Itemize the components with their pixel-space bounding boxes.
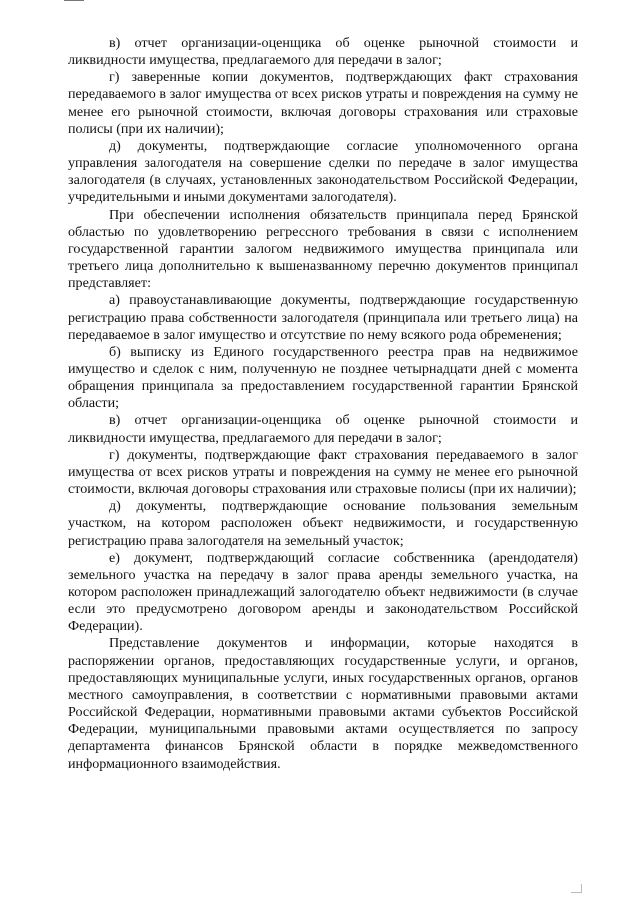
item-v-appraisal-report-2: в) отчет организации-оценщика об оценке рыночной стоимости и ликвидности имущества, предлагаемого для передачи в залог; — [68, 412, 578, 446]
document-body — [68, 35, 578, 773]
item-a-title-documents: а) правоустанавливающие документы, подтверждающие государственную регистрацию права собственности залогодателя (принципала или третьего лица) на передаваемое в залог имущество и отсутствие по нему всякого рода обременения; — [68, 292, 578, 343]
item-b-registry-extract: б) выписку из Единого государственного реестра прав на недвижимое имущество и сделок с ним, полученную не позднее четырнадцати дней с момента обращения принципала за предоставлением государственной гарантии Брянской области; — [68, 343, 578, 412]
item-e-land-owner-consent: е) документ, подтверждающий согласие собственника (арендодателя) земельного участка на передачу в залог права аренды земельного участка, на котором расположен принадлежащий залогодателю объект недвижимости (в случае если это предусмотрено договором аренды и законодательством Российской Федерации). — [68, 549, 578, 635]
item-v-appraisal-report: в) отчет организации-оценщика об оценке рыночной стоимости и ликвидности имущества, предлагаемого для передачи в залог; — [68, 35, 578, 69]
item-g-insurance-documents: г) документы, подтверждающие факт страхования передаваемого в залог имущества от всех рисков утраты и повреждения на сумму не менее его рыночной стоимости, включая договоры страхования или страховые полисы (при их наличии); — [68, 446, 578, 498]
item-g-insurance-copies: г) заверенные копии документов, подтверждающих факт страхования передаваемого в залог имущества от всех рисков утраты и повреждения на сумму не менее его рыночной стоимости, включая договоры страхования или страховые полисы (при их наличии); — [68, 69, 578, 137]
page-corner-mark — [571, 884, 582, 893]
real-estate-pledge-intro: При обеспечении исполнения обязательств принципала перед Брянской областью по удовлетворению регрессного требования в связи с исполнением государственной гарантии залогом недвижимого имущества принципала или третьего лица дополнительно к вышеназванному перечню документов принципал представляет: — [68, 206, 578, 292]
interagency-request-paragraph: Представление документов и информации, которые находятся в распоряжении органов, предоставляющих государственные услуги, и органов, предоставляющих муниципальные услуги, иных государственных органов, органов местного самоуправления, в соответствии с нормативными правовыми актами Российской Федерации, нормативными правовыми актами субъектов Российской Федерации, муниципальными правовыми актами осуществляется по запросу департамента финансов Брянской области в порядке межведомственного информационного взаимодействия. — [68, 635, 578, 772]
item-d-management-consent: д) документы, подтверждающие согласие уполномоченного органа управления залогодателя на совершение сделки по передаче в залог имущества залогодателя (в случаях, установленных законодательством Российской Федерации, учредительными и иными документами залогодателя). — [68, 137, 578, 206]
item-d-land-use-basis: д) документы, подтверждающие основание пользования земельным участком, на котором расположен объект недвижимости, и государственную регистрацию права залогодателя на земельный участок; — [68, 498, 578, 549]
page-top-mark — [64, 0, 84, 1]
